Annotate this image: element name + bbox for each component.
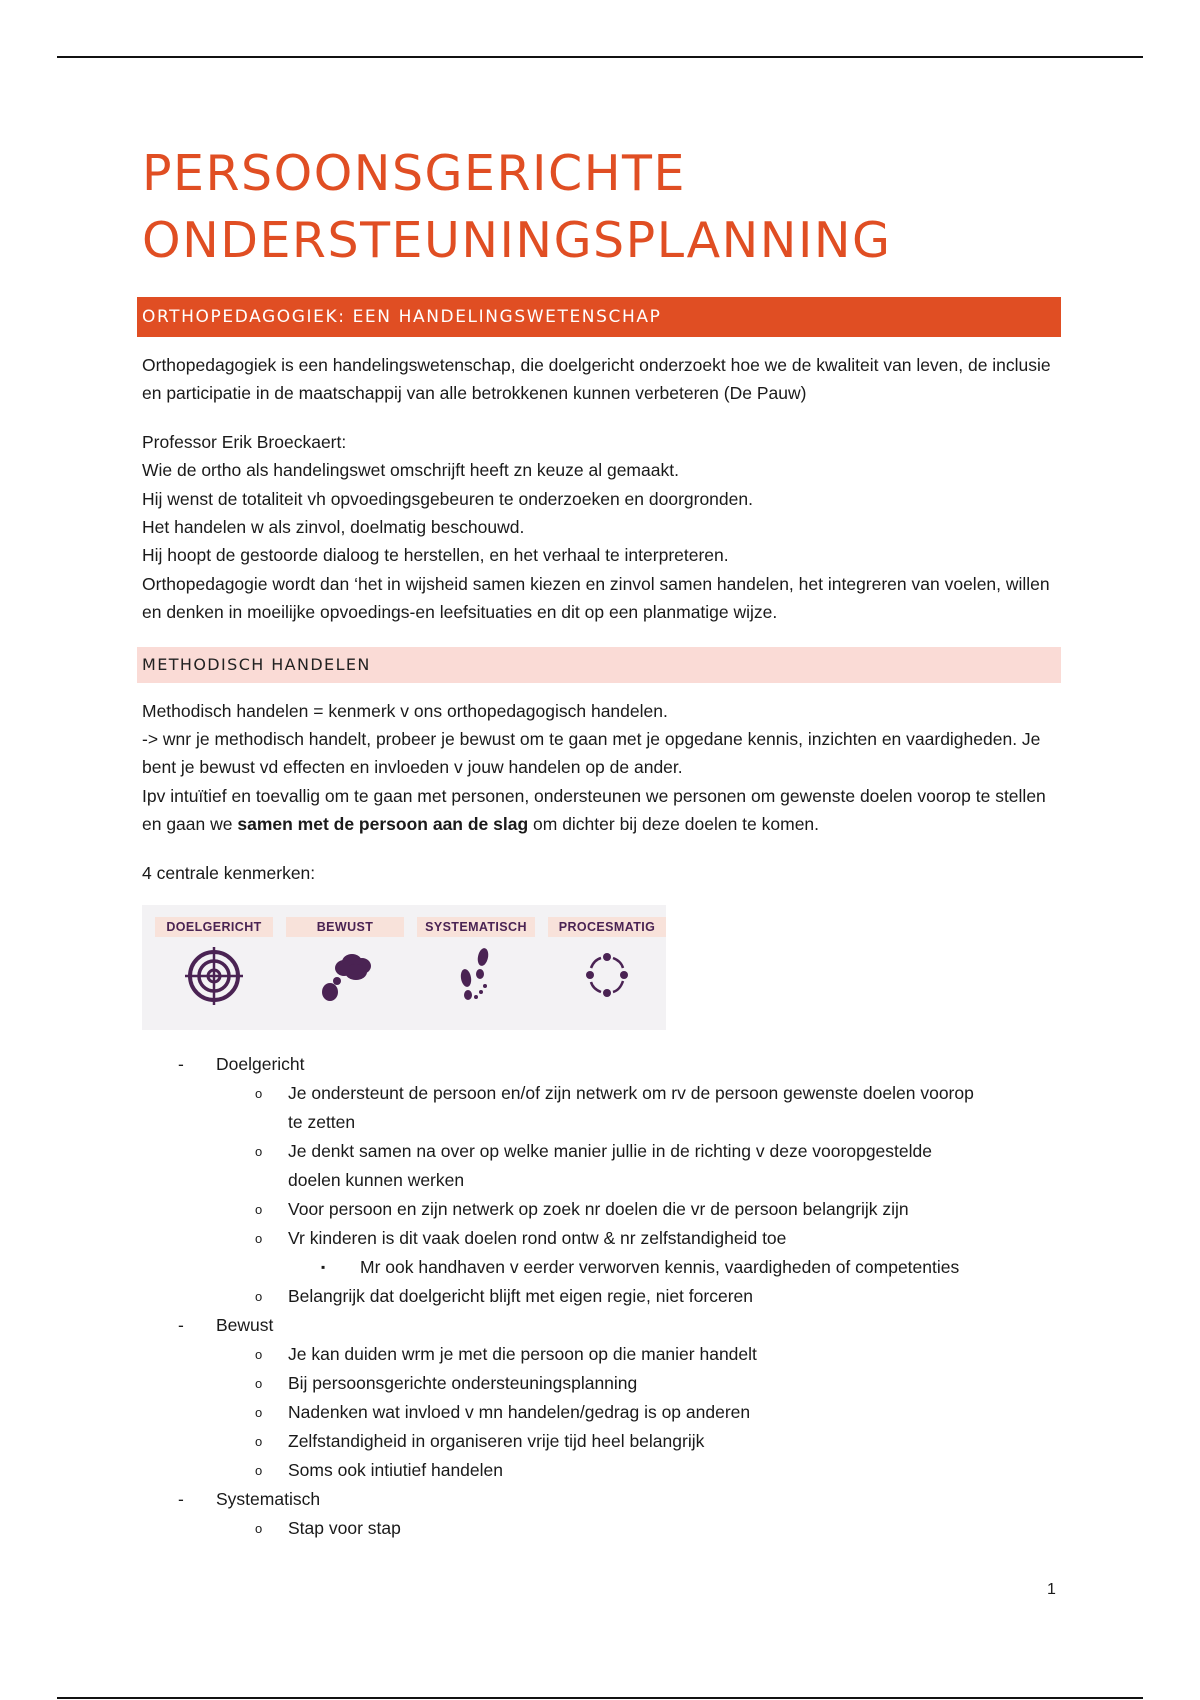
section-heading-methodisch: METHODISCH HANDELEN [137, 647, 1061, 683]
professor-line: Professor Erik Broeckaert: [142, 431, 347, 452]
methodisch-intro-1: Methodisch handelen = kenmerk v ons orthopedagogisch handelen. [142, 700, 668, 721]
methodisch-intro-2: -> wnr je methodisch handelt, probeer je bewust om te gaan met je opgedane kennis, inzichten en vaardigheden. Je bent je bewust vd effecten en invloeden v jouw handelen op de ander. [142, 729, 1041, 778]
list-item [216, 1514, 988, 1543]
kenmerken-label: 4 centrale kenmerken: [142, 862, 316, 883]
list-item-label: Bewust [216, 1315, 274, 1336]
list-item-text: Nadenken wat invloed v mn handelen/gedrag is op anderen [288, 1402, 751, 1423]
page-number: 1 [1047, 1581, 1056, 1598]
feature-doelgericht [155, 917, 273, 1007]
dash-bullet: - [178, 1489, 184, 1510]
circle-bullet: o [255, 1463, 263, 1479]
document-title [142, 140, 1062, 274]
circle-bullet: o [255, 1347, 263, 1363]
title-line-2: ONDERSTEUNINGSPLANNING [142, 212, 892, 269]
square-bullet: ▪ [321, 1260, 326, 1275]
feature-bewust [286, 917, 404, 1007]
title-line-1: PERSOONSGERICHTE [142, 145, 686, 202]
circle-bullet: o [255, 1289, 263, 1305]
feature-label: BEWUST [286, 917, 404, 937]
list-item-text: Soms ook intiutief handelen [288, 1460, 503, 1481]
list-item [142, 1485, 1062, 1543]
circle-bullet: o [255, 1231, 263, 1247]
circle-bullet: o [255, 1434, 263, 1450]
list-item-text: Bij persoonsgerichte ondersteuningsplanning [288, 1373, 638, 1394]
dash-bullet: - [178, 1054, 184, 1075]
feature-procesmatig [548, 917, 666, 1007]
list-item [142, 1311, 1062, 1485]
feature-label: SYSTEMATISCH [417, 917, 535, 937]
list-item-text: Je kan duiden wrm je met die persoon op die manier handelt [288, 1344, 757, 1365]
quote-line: Hij hoopt de gestoorde dialoog te herstellen, en het verhaal te interpreteren. [142, 545, 729, 566]
circle-bullet: o [255, 1202, 263, 1218]
list-item [216, 1398, 988, 1427]
list-item [216, 1456, 988, 1485]
circle-bullet: o [255, 1521, 263, 1537]
list-item-text: Belangrijk dat doelgericht blijft met eigen regie, niet forceren [288, 1286, 753, 1307]
feature-label: PROCESMATIG [548, 917, 666, 937]
list-item [216, 1427, 988, 1456]
list-item-text: Zelfstandigheid in organiseren vrije tijd heel belangrijk [288, 1431, 705, 1452]
list-item-text: Je denkt samen na over op welke manier jullie in de richting v deze vooropgestelde doelen kunnen werken [288, 1141, 932, 1191]
list-item [288, 1253, 988, 1282]
document-page [142, 140, 1062, 1543]
list-item [216, 1079, 988, 1137]
top-rule [57, 56, 1143, 58]
list-item-text: Voor persoon en zijn netwerk op zoek nr doelen die vr de persoon belangrijk zijn [288, 1199, 909, 1220]
list-item [216, 1340, 988, 1369]
list-item-text: Vr kinderen is dit vaak doelen rond ontw & nr zelfstandigheid toe [288, 1228, 787, 1249]
list-item-text: Je ondersteunt de persoon en/of zijn netwerk om rv de persoon gewenste doelen voorop te zetten [288, 1083, 974, 1133]
list-item [216, 1282, 988, 1311]
feature-systematisch [417, 917, 535, 1007]
bottom-rule [57, 1697, 1143, 1699]
footsteps-icon [445, 945, 507, 1007]
intro3-text-before: Ipv intuïtief en toevallig om te gaan met personen, ondersteunen we personen om gewenste doelen voorop te stellen en gaan we [142, 785, 1046, 835]
list-item [216, 1137, 988, 1195]
quote-line: Het handelen w als zinvol, doelmatig beschouwd. [142, 517, 525, 538]
list-item [216, 1195, 988, 1224]
quote-line: Wie de ortho als handelingswet omschrijft heeft zn keuze al gemaakt. [142, 460, 679, 481]
list-item [216, 1369, 988, 1398]
dash-bullet: - [178, 1315, 184, 1336]
list-item-label: Systematisch [216, 1489, 321, 1510]
list-item [216, 1224, 988, 1282]
circle-bullet: o [255, 1086, 263, 1102]
intro3-bold: samen met de persoon aan de slag [237, 814, 529, 835]
list-item [142, 1050, 1062, 1311]
definition-paragraph: Orthopedagogiek is een handelingswetenschap, die doelgericht onderzoekt hoe we de kwaliteit van leven, de inclusie en participatie in de maatschappij van alle betrokkenen kunnen verbeteren (De Pauw) [142, 355, 1051, 404]
circle-bullet: o [255, 1144, 263, 1160]
thought-cloud-icon [314, 945, 376, 1007]
section-heading-handelingswetenschap: ORTHOPEDAGOGIEK: EEN HANDELINGSWETENSCHAP [137, 297, 1061, 337]
kenmerken-list [142, 1050, 1062, 1543]
intro3-text-after: om dichter bij deze doelen te komen. [528, 814, 820, 835]
list-item-text: Mr ook handhaven v eerder verworven kennis, vaardigheden of competenties [360, 1257, 960, 1278]
list-item-label: Doelgericht [216, 1054, 305, 1075]
feature-label: DOELGERICHT [155, 917, 273, 937]
cycle-icon [576, 945, 638, 1007]
circle-bullet: o [255, 1405, 263, 1421]
quote-line: Orthopedagogie wordt dan ‘het in wijsheid samen kiezen en zinvol samen handelen, het integreren van voelen, willen en denken in moeilijke opvoedings-en leefsituaties en dit op een planmatige wijze. [142, 573, 1050, 623]
list-item-text: Stap voor stap [288, 1518, 401, 1539]
target-icon [183, 945, 245, 1007]
features-image [142, 905, 666, 1030]
quote-line: Hij wenst de totaliteit vh opvoedingsgebeuren te onderzoeken en doorgronden. [142, 488, 753, 509]
circle-bullet: o [255, 1376, 263, 1392]
methodisch-intro-3 [142, 782, 1062, 839]
